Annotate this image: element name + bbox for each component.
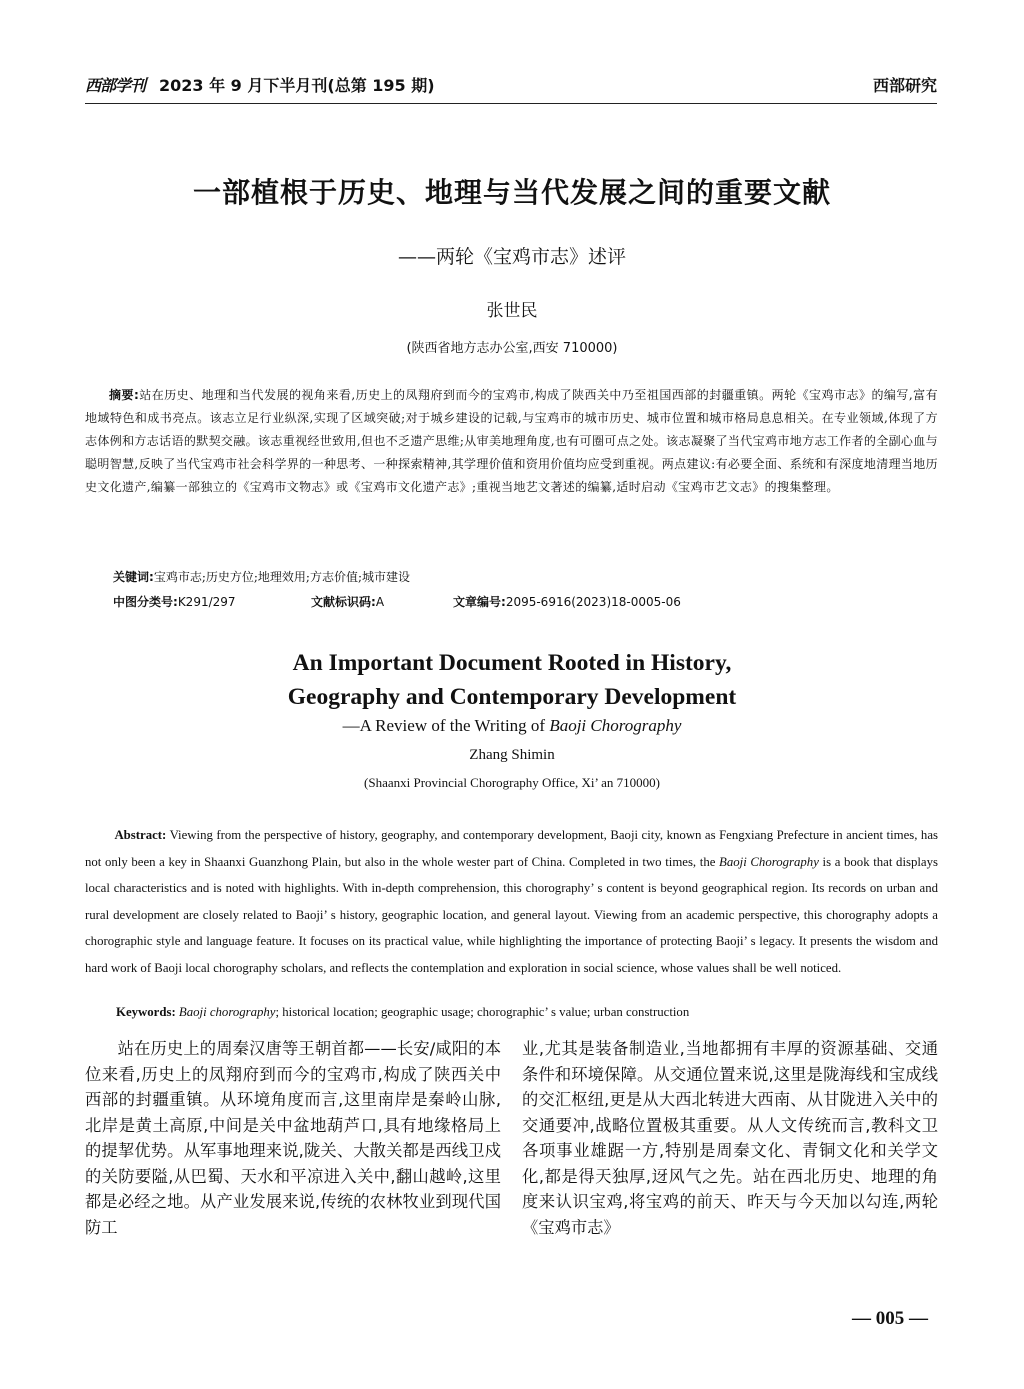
- cn-keywords-text: 宝鸡市志;历史方位;地理效用;方志价值;城市建设: [153, 570, 410, 584]
- article-number: 文章编号:2095-6916(2023)18-0005-06: [453, 595, 681, 609]
- cn-abstract: [85, 384, 938, 499]
- en-author: Zhang Shimin: [469, 747, 555, 763]
- body-column-left: 站在历史上的周秦汉唐等王朝首都——长安/咸阳的本位来看,历史上的凤翔府到而今的宝鸡市,构成了陕西关中西部的封疆重镇。从环境角度而言,这里南岸是秦岭山脉,北岸是黄土高原,中间是关中盆地葫芦口,具有地缘格局上的提挈优势。从军事地理来说,陇关、大散关都是西线卫戍的关防要隘,从巴蜀、天水和平凉进入关中,翻山越岭,这里都是必经之地。从产业发展来说,传统的农林牧业到现代国防工: [85, 1039, 501, 1237]
- en-title-line-2: Geography and Contemporary Development: [287, 684, 737, 710]
- en-subtitle-italic: Baoji Chorography: [549, 716, 682, 735]
- cn-abstract-label: 摘要:: [109, 388, 140, 402]
- en-keywords-label: Keywords:: [116, 1005, 176, 1019]
- en-title-line-1: An Important Document Rooted in History,: [292, 650, 732, 676]
- class-number: 中图分类号:K291/297: [113, 595, 236, 609]
- body-column-right: 业,尤其是装备制造业,当地都拥有丰厚的资源基础、交通条件和环境保障。从交通位置来说,这里是陇海线和宝成线的交汇枢纽,更是从大西北转进大西南、从甘陇进入关中的交通要冲,战略位置极其重要。从人文传统而言,教科文卫各项事业雄踞一方,特别是周秦文化、青铜文化和关学文化,都是得天独厚,迓风气之先。站在西北历史、地理的角度来认识宝鸡,将宝鸡的前天、昨天与今天加以勾连,两轮《宝鸡市志》: [522, 1039, 938, 1237]
- cn-keywords: [113, 568, 410, 586]
- cn-subtitle: ——两轮《宝鸡市志》述评: [397, 246, 626, 268]
- column-name: 西部研究: [872, 76, 937, 95]
- en-abstract-label: Abstract:: [114, 828, 167, 842]
- page-number: — 005 —: [852, 1308, 928, 1329]
- cn-abstract-text: 站在历史、地理和当代发展的视角来看,历史上的凤翔府到而今的宝鸡市,构成了陕西关中乃至祖国西部的封疆重镇。两轮《宝鸡市志》的编写,富有地域特色和成书亮点。该志立足行业纵深,实现了区域突破;对于城乡建设的记载,与宝鸡市的城市历史、城市位置和城市格局息息相关。在专业领域,体现了方志体例和方志话语的默契交融。该志重视经世致用,但也不乏遗产思维;从审美地理角度,也有可圈可点之处。该志凝聚了当代宝鸡市地方志工作者的全副心血与聪明智慧,反映了当代宝鸡市社会科学界的一种思考、一种探索精神,其学理价值和资用价值均应受到重视。两点建议:有必要全面、系统和有深度地清理当地历史文化遗产,编纂一部独立的《宝鸡市文物志》或《宝鸡市文化遗产志》;重视当地艺文著述的编纂,适时启动《宝鸡市艺文志》的搜集整理。: [85, 388, 938, 494]
- cn-affiliation: (陕西省地方志办公室,西安 710000): [406, 341, 618, 356]
- en-subtitle: —A Review of the Writing of Baoji Chorography: [342, 716, 682, 735]
- cn-keywords-label: 关键词:: [113, 570, 154, 584]
- en-title: [0, 646, 1024, 714]
- en-affiliation: (Shaanxi Provincial Chorography Office, Xi’ an 710000): [364, 775, 660, 790]
- doc-code: 文献标识码:A: [311, 595, 385, 609]
- journal-name: 西部学刊: [85, 76, 146, 95]
- en-keywords: Keywords: Baoji chorography; historical location; geographic usage; chorographic’ s value; urban construction: [116, 1005, 690, 1019]
- cn-author: 张世民: [486, 301, 538, 321]
- issue-info: 2023 年 9 月下半月刊(总第 195 期): [159, 76, 435, 95]
- cn-title: 一部植根于历史、地理与当代发展之间的重要文献: [192, 176, 831, 209]
- running-header: [85, 70, 937, 104]
- en-abstract: Abstract: Viewing from the perspective of history, geography, and contemporary development, Baoji city, known as Fengxiang Prefecture in ancient times, has not only been a key in Shaanxi Guanzhong Plain, but also in the whole wester part of China. Completed in two times, the Baoji Chorography is a book that displays local characteristics and is noted with highlights. With in-depth comprehension, this chorography’ s content is beyond geographical region. Its records on urban and rural development are closely related to Baoji’ s history, geographic location, and general layout. Viewing from an academic perspective, this chorography adopts a chorographic style and language feature. It focuses on its practical value, while highlighting the importance of protecting Baoji’ s legacy. It presents the wisdom and hard work of Baoji local chorography scholars, and reflects the contemplation and exploration in social science, whose values shall be well noticed.: [85, 828, 938, 975]
